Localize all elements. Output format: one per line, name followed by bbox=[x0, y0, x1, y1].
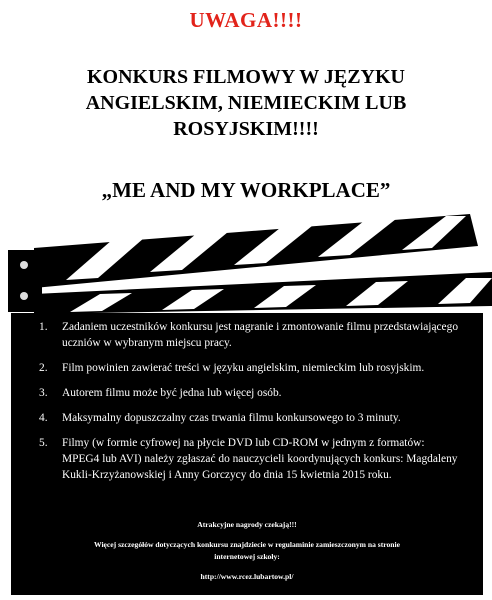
hinge-bolt-icon bbox=[20, 261, 28, 269]
rule-number: 3. bbox=[39, 387, 48, 399]
prizes-notice: Atrakcyjne nagrody czekają!!! bbox=[197, 520, 297, 529]
rule-text: Filmy (w formie cyfrowej na płycie DVD lub CD-ROM w jednym z formatów: MPEG4 lub AVI) należy zgłaszać do nauczycieli koordynujących konkurs: Magdaleny Kukli-Krzyżanowskiej i Anny Gorczycy do dnia 15 kwietnia 2015 roku. bbox=[62, 437, 458, 481]
rule-number: 2. bbox=[39, 362, 48, 374]
rule-text: Zadaniem uczestników konkursu jest nagranie i zmontowanie filmu przedstawiającego uczniów w wybranym miejscu pracy. bbox=[62, 321, 459, 349]
rule-number: 5. bbox=[39, 437, 48, 449]
contest-headline bbox=[0, 64, 492, 142]
rule-number: 4. bbox=[39, 412, 48, 424]
contest-subtitle: „ME AND MY WORKPLACE” bbox=[101, 178, 391, 202]
headline-line: ROSYJSKIM!!!! bbox=[173, 118, 319, 140]
rule-text: Maksymalny dopuszczalny czas trwania filmu konkursowego to 3 minuty. bbox=[62, 412, 401, 424]
rule-item bbox=[39, 385, 459, 401]
contest-rules-list bbox=[39, 319, 459, 492]
clapperboard-top-image bbox=[0, 208, 492, 328]
clapperboard-body bbox=[11, 313, 483, 595]
rule-item bbox=[39, 319, 459, 351]
headline-line: ANGIELSKIM, NIEMIECKIM LUB bbox=[85, 92, 407, 114]
warning-heading: UWAGA!!!! bbox=[189, 8, 303, 32]
rule-item bbox=[39, 435, 459, 483]
rule-item bbox=[39, 410, 459, 426]
rule-text: Film powinien zawierać treści w języku angielskim, niemieckim lub rosyjskim. bbox=[62, 362, 425, 374]
headline-line: KONKURS FILMOWY W JĘZYKU bbox=[87, 66, 405, 88]
rule-text: Autorem filmu może być jedna lub więcej osób. bbox=[62, 387, 282, 399]
rule-number: 1. bbox=[39, 321, 48, 333]
more-info-notice: Więcej szczegółów dotyczących konkursu znajdziecie w regulaminie zamieszczonym na stronie internetowej szkoły: bbox=[93, 540, 400, 561]
school-website-link[interactable]: http://www.rcez.lubartow.pl/ bbox=[200, 572, 294, 581]
rule-item bbox=[39, 360, 459, 376]
hinge-bolt-icon bbox=[20, 292, 28, 300]
